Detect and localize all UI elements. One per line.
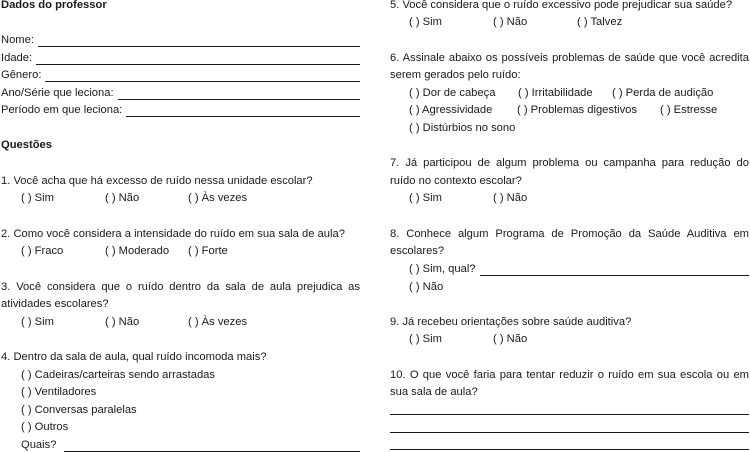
question-3-line-1: 3. Você considera que o ruído dentro da sala de aula prejudica as xyxy=(1,281,360,293)
grade-line[interactable] xyxy=(118,89,360,100)
question-7-line-1: 7. Já participou de algum problema ou campanha para redução do xyxy=(390,157,749,169)
q9-option-yes[interactable]: ( ) Sim xyxy=(409,333,442,345)
q6-option-hearing-loss[interactable]: ( ) Perda de audição xyxy=(612,87,714,99)
age-field[interactable] xyxy=(1,51,360,65)
grade-label: Ano/Série que leciona: xyxy=(1,87,114,99)
q9-option-no[interactable]: ( ) Não xyxy=(493,333,528,345)
question-6-line-1: 6. Assinale abaixo os possíveis problemas de saúde que você acredita xyxy=(390,52,749,64)
question-4: 4. Dentro da sala de aula, qual ruído incomoda mais? xyxy=(1,351,267,363)
q3-option-yes[interactable]: ( ) Sim xyxy=(21,316,54,328)
q7-option-no[interactable]: ( ) Não xyxy=(493,192,528,204)
teacher-data-heading: Dados do professor xyxy=(1,0,107,11)
grade-field[interactable] xyxy=(1,86,360,100)
q2-option-moderate[interactable]: ( ) Moderado xyxy=(105,245,170,257)
question-1: 1. Você acha que há excesso de ruído nessa unidade escolar? xyxy=(1,175,313,187)
age-label: Idade: xyxy=(1,52,33,64)
question-10-line-2: sua sala de aula? xyxy=(390,386,478,398)
age-line[interactable] xyxy=(36,54,360,65)
question-8-line-1: 8. Conhece algum Programa de Promoção da Saúde Auditiva em xyxy=(390,228,749,240)
q8-option-no[interactable]: ( ) Não xyxy=(409,281,444,293)
question-5: 5. Você considera que o ruído excessivo pode prejudicar sua saúde? xyxy=(390,0,733,11)
question-9: 9. Já recebeu orientações sobre saúde auditiva? xyxy=(390,316,632,328)
q4-which-field[interactable] xyxy=(21,438,360,452)
q1-option-yes[interactable]: ( ) Sim xyxy=(21,192,54,204)
q1-option-no[interactable]: ( ) Não xyxy=(105,192,140,204)
q1-option-sometimes[interactable]: ( ) Às vezes xyxy=(188,192,248,204)
gender-line[interactable] xyxy=(45,71,360,82)
q10-answer-line-2[interactable] xyxy=(390,432,749,433)
name-line[interactable] xyxy=(38,36,360,47)
q4-option-conversations[interactable]: ( ) Conversas paralelas xyxy=(21,404,137,416)
q4-option-others[interactable]: ( ) Outros xyxy=(21,421,69,433)
gender-field[interactable] xyxy=(1,68,360,82)
q10-answer-line-3[interactable] xyxy=(390,449,749,450)
period-line[interactable] xyxy=(126,106,360,117)
q6-option-irritability[interactable]: ( ) Irritabilidade xyxy=(518,87,593,99)
period-field[interactable] xyxy=(1,103,360,117)
q8-option-yes[interactable]: ( ) Sim, qual? xyxy=(409,263,476,275)
q5-option-no[interactable]: ( ) Não xyxy=(493,16,528,28)
question-8-line-2: escolares? xyxy=(390,245,445,257)
q6-option-headache[interactable]: ( ) Dor de cabeça xyxy=(409,87,496,99)
gender-label: Gênero: xyxy=(1,69,42,81)
q4-option-chairs[interactable]: ( ) Cadeiras/carteiras sendo arrastadas xyxy=(21,369,216,381)
question-6-line-2: serem gerados pelo ruído: xyxy=(390,69,521,81)
q6-option-aggressiveness[interactable]: ( ) Agressividade xyxy=(409,104,493,116)
q6-option-sleep[interactable]: ( ) Distúrbios no sono xyxy=(409,122,516,134)
period-label: Período em que leciona: xyxy=(1,104,123,116)
q4-which-line[interactable] xyxy=(64,441,360,452)
q3-option-no[interactable]: ( ) Não xyxy=(105,316,140,328)
q8-yes-field[interactable] xyxy=(409,262,749,276)
q6-option-stress[interactable]: ( ) Estresse xyxy=(660,104,718,116)
question-7-line-2: ruído no contexto escolar? xyxy=(390,175,522,187)
q2-option-strong[interactable]: ( ) Forte xyxy=(188,245,228,257)
q8-which-line[interactable] xyxy=(480,265,749,276)
question-2: 2. Como você considera a intensidade do ruído em sua sala de aula? xyxy=(1,228,345,240)
q5-option-yes[interactable]: ( ) Sim xyxy=(409,16,442,28)
q5-option-maybe[interactable]: ( ) Talvez xyxy=(577,16,623,28)
q6-option-digestive[interactable]: ( ) Problemas digestivos xyxy=(517,104,637,116)
q4-which-label: Quais? xyxy=(21,439,57,451)
name-field[interactable] xyxy=(1,33,360,47)
question-3-line-2: atividades escolares? xyxy=(1,298,109,310)
q4-option-fans[interactable]: ( ) Ventiladores xyxy=(21,386,97,398)
question-10-line-1: 10. O que você faria para tentar reduzir o ruído em sua escola ou em xyxy=(390,369,749,381)
q7-option-yes[interactable]: ( ) Sim xyxy=(409,192,442,204)
q10-answer-line-1[interactable] xyxy=(390,414,749,415)
questions-heading: Questões xyxy=(1,139,52,151)
q3-option-sometimes[interactable]: ( ) Às vezes xyxy=(188,316,248,328)
name-label: Nome: xyxy=(1,34,34,46)
q2-option-weak[interactable]: ( ) Fraco xyxy=(21,245,64,257)
